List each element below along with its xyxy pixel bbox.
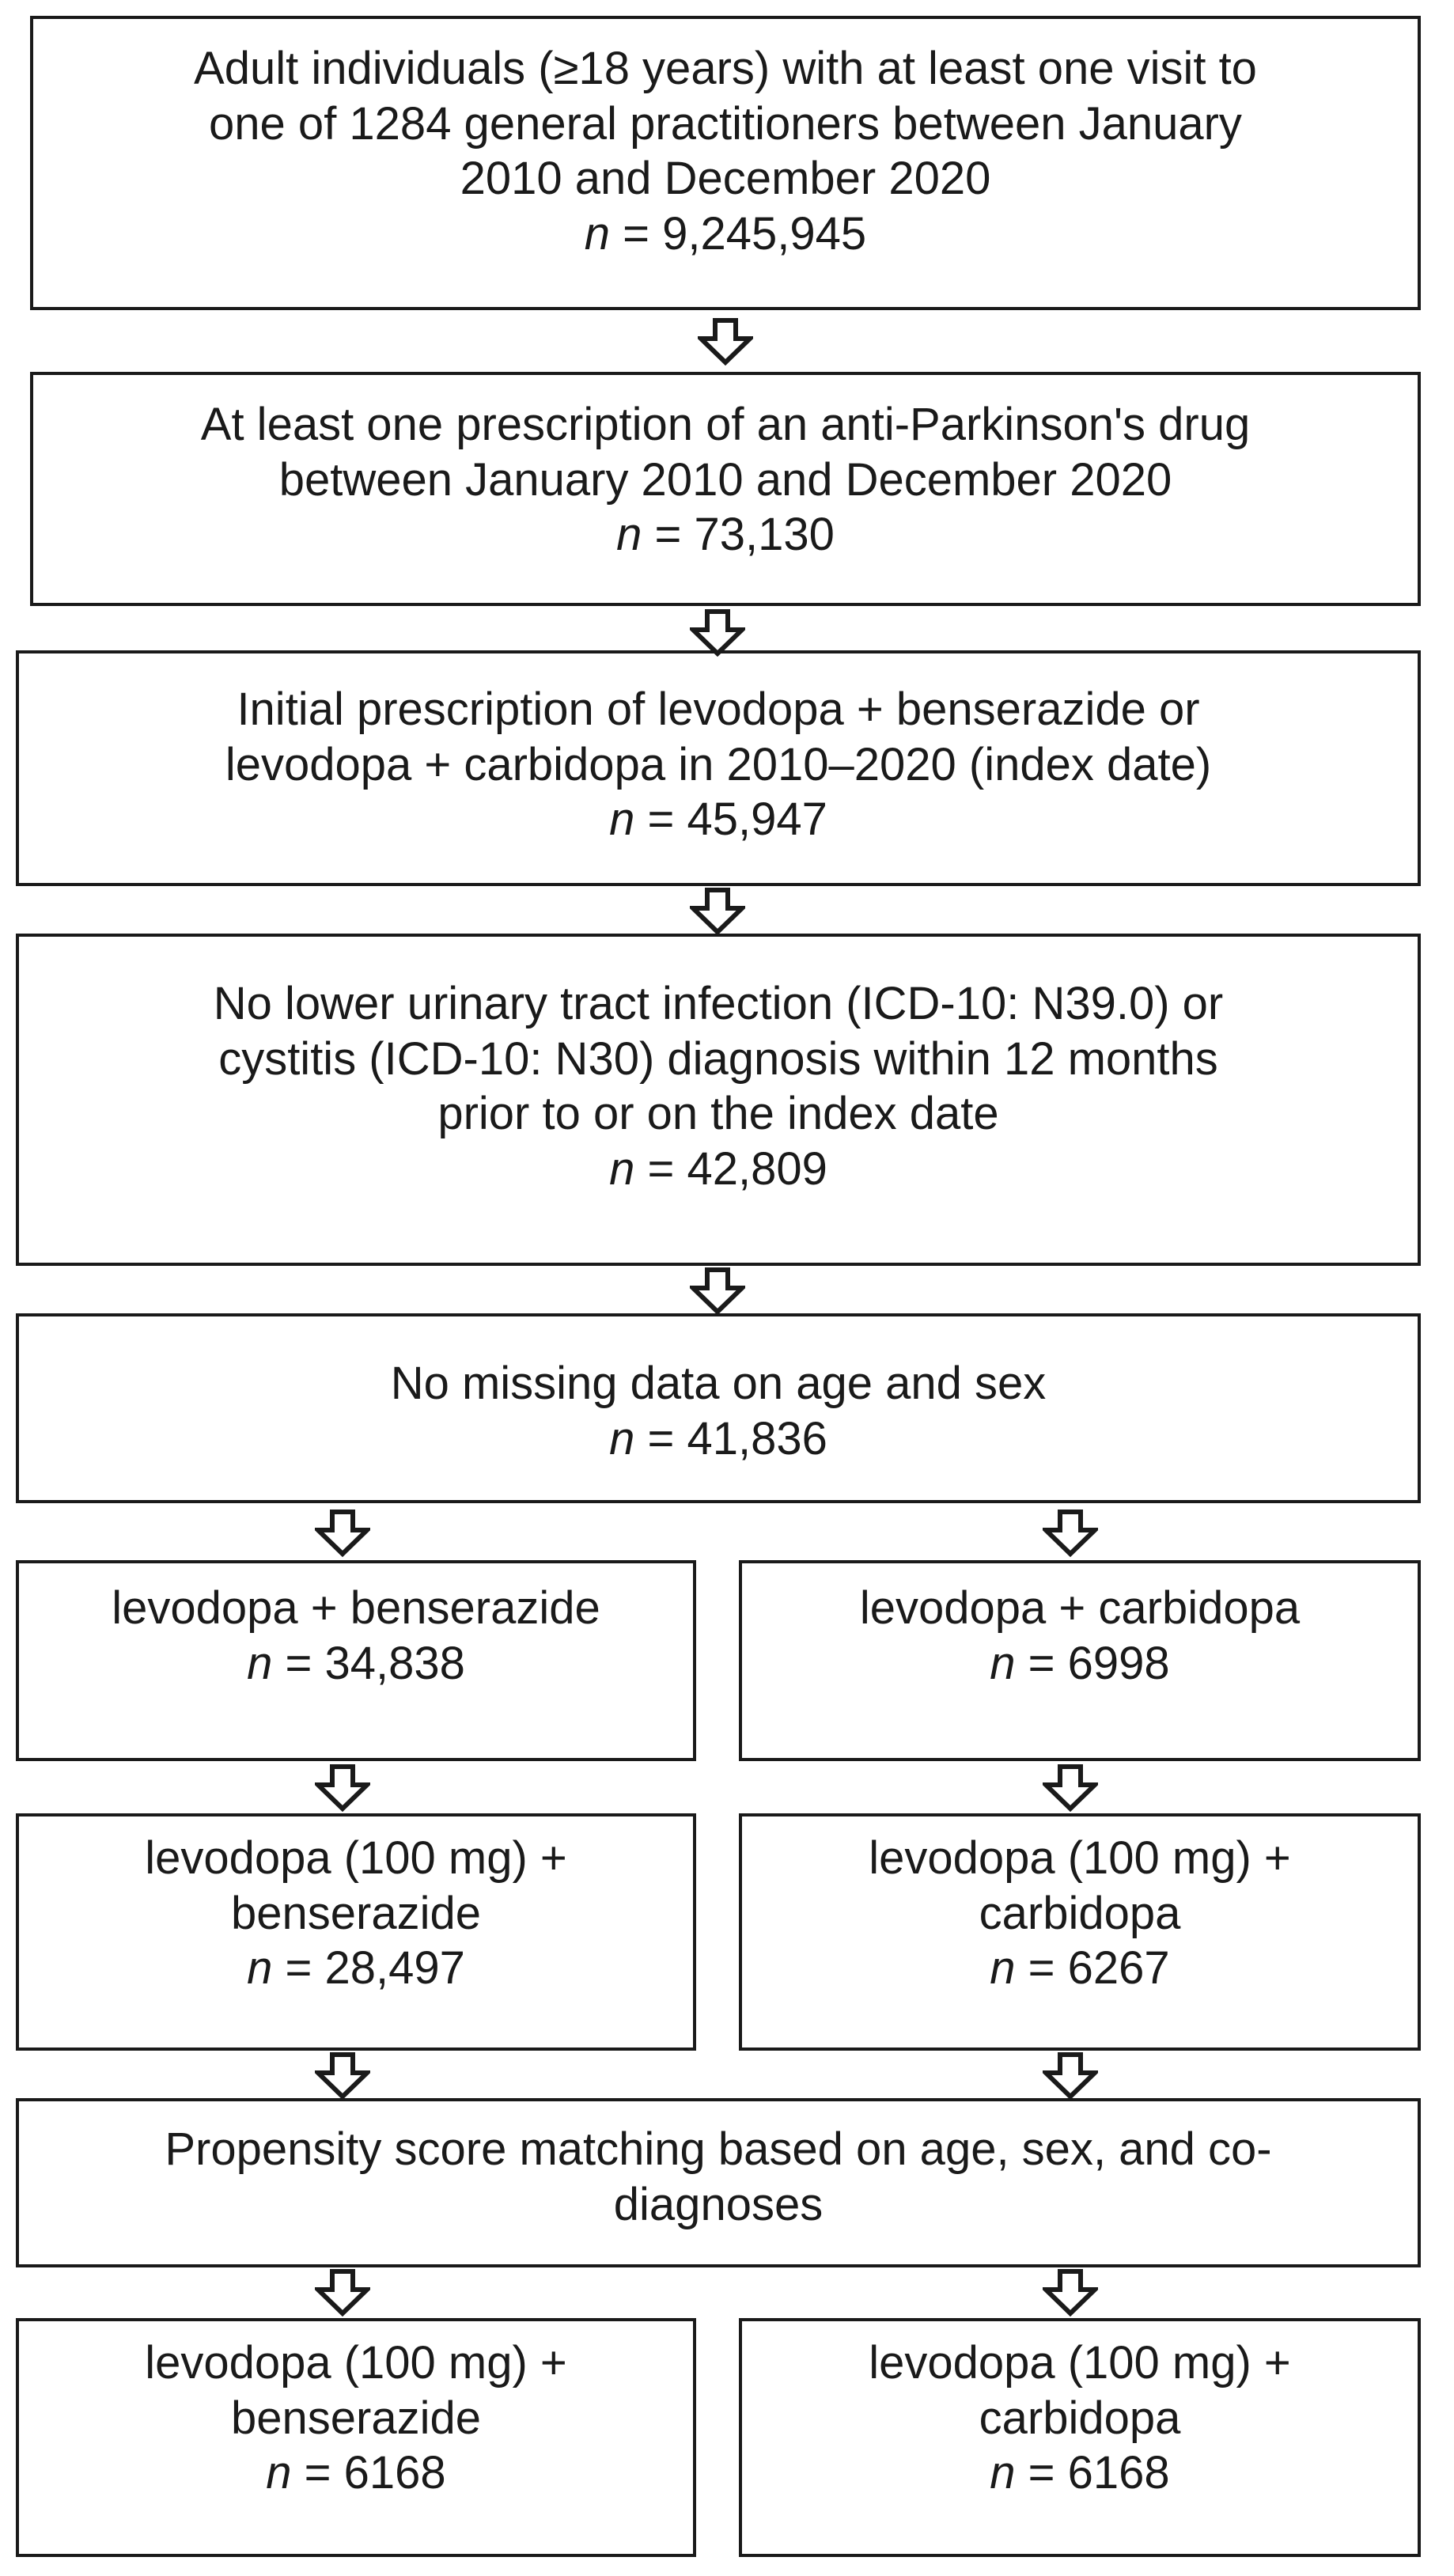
count-label — [990, 1636, 1169, 1691]
count-value: = 41,836 — [634, 1412, 827, 1464]
box-text-line: No missing data on age and sex — [390, 1358, 1047, 1409]
count-value: = 73,130 — [642, 509, 835, 561]
count-value: = 34,838 — [272, 1637, 465, 1689]
n-symbol: n — [266, 2447, 292, 2499]
n-symbol: n — [247, 1942, 273, 1995]
down-arrow-icon — [315, 1764, 370, 1812]
count-label — [609, 1411, 827, 1467]
box-initial-prescription — [16, 650, 1421, 886]
box-text-line: 2010 and December 2020 — [460, 153, 991, 205]
count-value: = 6168 — [291, 2447, 446, 2499]
box-text-line: levodopa (100 mg) + — [145, 1832, 567, 1884]
box-study-population — [30, 16, 1421, 310]
down-arrow-icon — [315, 2052, 370, 2100]
box-text-line: levodopa (100 mg) + — [869, 2337, 1291, 2388]
box-text-line: benserazide — [231, 2392, 481, 2444]
count-value: = 45,947 — [634, 794, 827, 846]
count-value: = 42,809 — [634, 1142, 827, 1195]
count-label — [247, 1636, 465, 1691]
n-symbol: n — [990, 1637, 1016, 1689]
count-value: = 9,245,945 — [610, 207, 867, 259]
box-benserazide-100mg — [16, 1813, 696, 2051]
box-text-line: prior to or on the index date — [437, 1088, 999, 1140]
count-value: = 6267 — [1015, 1942, 1170, 1995]
box-text-line: At least one prescription of an anti-Parkinson's drug — [200, 399, 1251, 450]
count-label — [585, 206, 866, 262]
box-carbidopa-100mg — [739, 1813, 1421, 2051]
box-text-line: levodopa (100 mg) + — [145, 2337, 567, 2388]
box-text-line: levodopa + carbidopa — [859, 1582, 1301, 1634]
count-label — [609, 1142, 827, 1197]
box-text-line: between January 2010 and December 2020 — [278, 453, 1172, 506]
box-matched-benserazide — [16, 2318, 696, 2557]
box-no-missing-data — [16, 1313, 1421, 1503]
box-text-line: carbidopa — [979, 1887, 1181, 1939]
down-arrow-icon — [690, 609, 745, 657]
down-arrow-icon — [1043, 1510, 1098, 1557]
box-text-line: levodopa + benserazide — [112, 1582, 600, 1634]
down-arrow-icon — [315, 1510, 370, 1557]
box-text-line: cystitis (ICD-10: N30) diagnosis within 12 months — [218, 1032, 1218, 1085]
down-arrow-icon — [315, 2269, 370, 2317]
box-propensity-matching — [16, 2098, 1421, 2267]
box-text-line: benserazide — [231, 1887, 481, 1939]
box-text-line: No lower urinary tract infection (ICD-10: N39.0) or — [213, 978, 1224, 1029]
count-label — [990, 1941, 1169, 1996]
down-arrow-icon — [1043, 2269, 1098, 2317]
count-label — [609, 792, 827, 847]
n-symbol: n — [247, 1637, 273, 1689]
count-label — [247, 1941, 465, 1996]
box-anti-parkinson-prescription — [30, 372, 1421, 606]
n-symbol: n — [609, 1412, 635, 1464]
box-text-line: diagnoses — [613, 2178, 824, 2230]
down-arrow-icon — [690, 888, 745, 935]
count-label — [266, 2445, 445, 2501]
count-label — [616, 507, 835, 563]
n-symbol: n — [990, 1942, 1016, 1995]
box-benserazide-group — [16, 1560, 696, 1761]
box-no-urinary-infection — [16, 934, 1421, 1266]
box-matched-carbidopa — [739, 2318, 1421, 2557]
box-text-line: Adult individuals (≥18 years) with at least one visit to — [194, 43, 1257, 94]
count-value: = 6168 — [1015, 2447, 1170, 2499]
down-arrow-icon — [698, 318, 753, 366]
count-label — [990, 2445, 1169, 2501]
n-symbol: n — [584, 207, 611, 259]
box-text-line: levodopa + carbidopa in 2010–2020 (index date) — [225, 738, 1212, 790]
box-text-line: levodopa (100 mg) + — [869, 1832, 1291, 1884]
n-symbol: n — [609, 1142, 635, 1195]
count-value: = 6998 — [1015, 1637, 1170, 1689]
down-arrow-icon — [1043, 2052, 1098, 2100]
n-symbol: n — [616, 509, 642, 561]
count-value: = 28,497 — [272, 1942, 465, 1995]
n-symbol: n — [609, 794, 635, 846]
box-text-line: Propensity score matching based on age, sex, and co- — [165, 2123, 1272, 2175]
box-text-line: one of 1284 general practitioners between January — [209, 97, 1242, 150]
box-text-line: Initial prescription of levodopa + benserazide or — [237, 684, 1200, 735]
down-arrow-icon — [1043, 1764, 1098, 1812]
box-text-line: carbidopa — [979, 2392, 1181, 2444]
down-arrow-icon — [690, 1267, 745, 1315]
box-carbidopa-group — [739, 1560, 1421, 1761]
n-symbol: n — [990, 2447, 1016, 2499]
